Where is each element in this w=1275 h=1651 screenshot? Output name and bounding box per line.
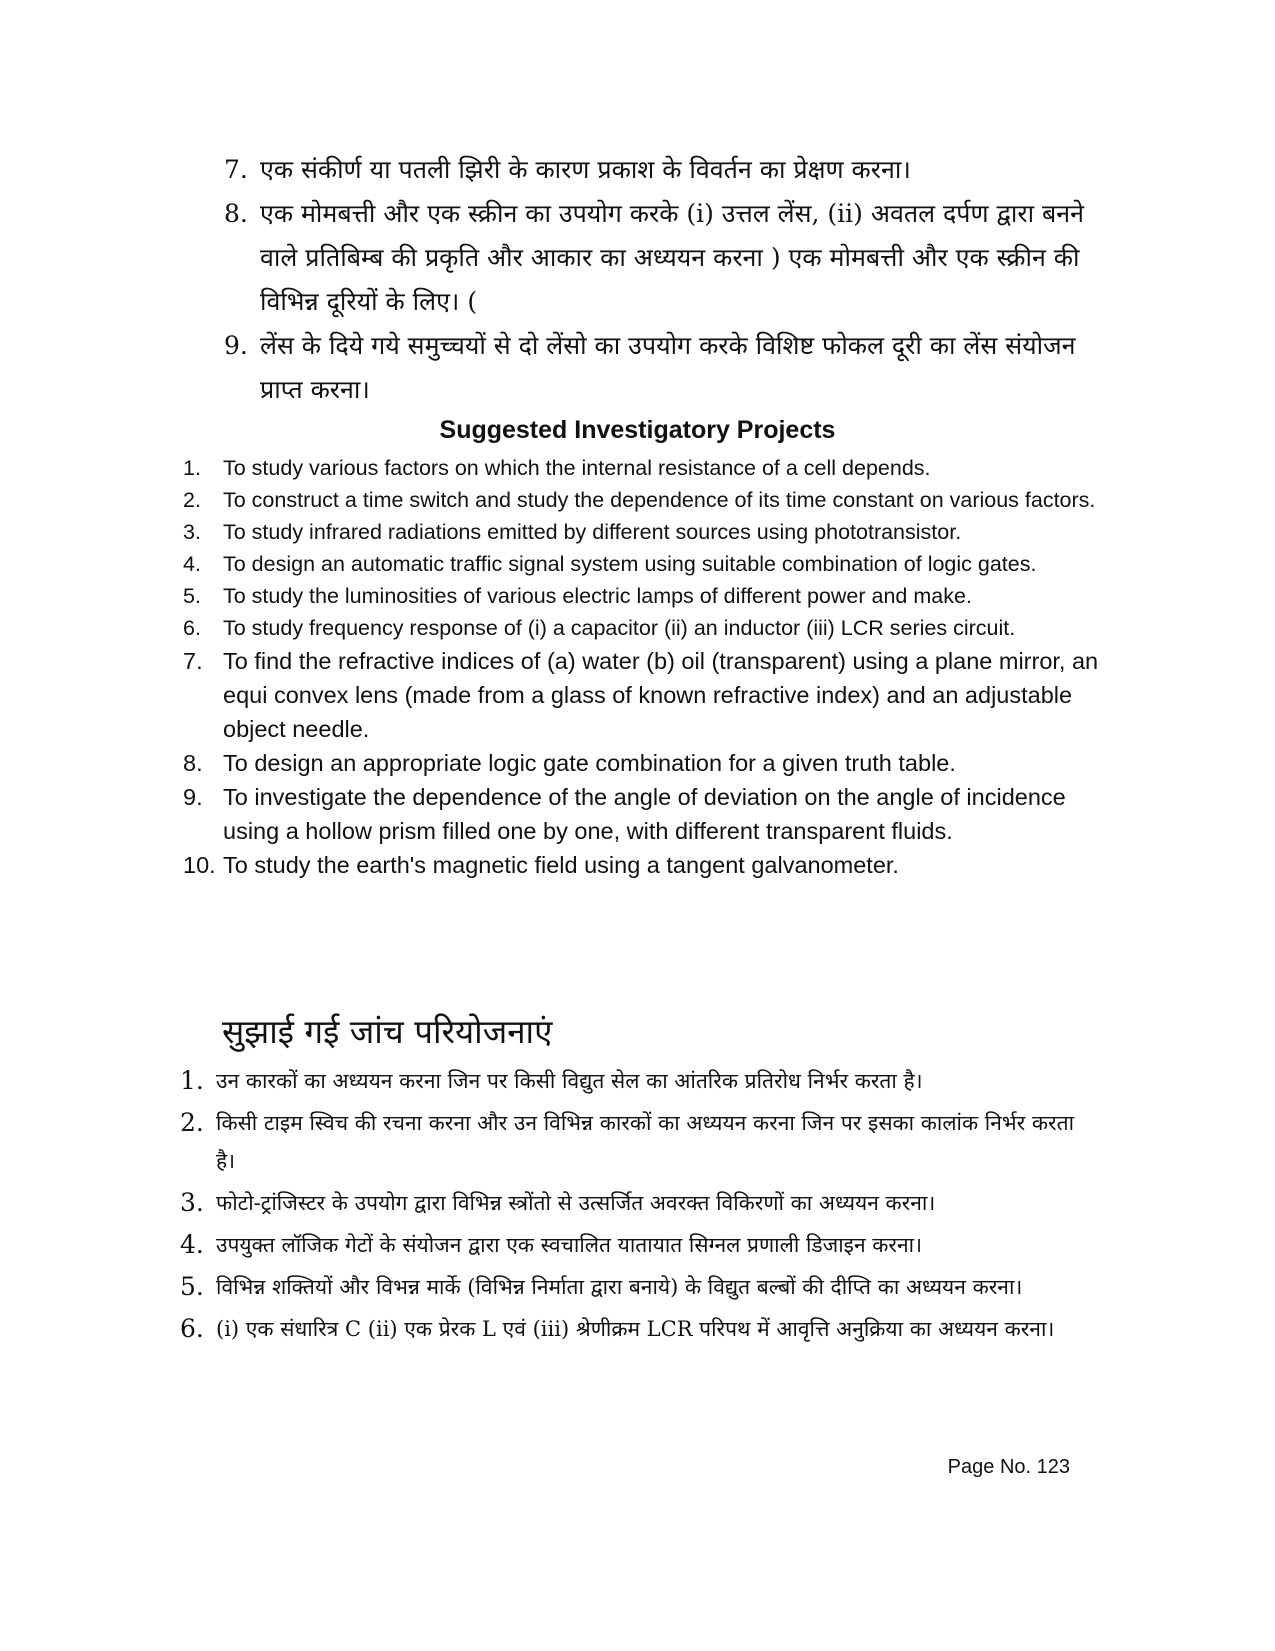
list-item xyxy=(180,1062,1080,1100)
item-text: एक मोमबत्ती और एक स्क्रीन का उपयोग करके (i) उत्तल लेंस, (ii) अवतल दर्पण द्वारा बनने वाले प्रतिबिम्ब की प्रकृति और आकार का अध्ययन करना ) एक मोमबत्ती और एक स्क्रीन की विभिन्न दूरियों के लिए। ( xyxy=(260,199,1085,316)
item-text: किसी टाइम स्विच की रचना करना और उन विभिन्न कारकों का अध्ययन करना जिन पर इसका कालांक निर्भर करता है। xyxy=(216,1111,1075,1173)
hindi-activities-list xyxy=(224,148,1104,412)
list-item xyxy=(180,1104,1080,1180)
item-text: फोटो-ट्रांजिस्टर के उपयोग द्वारा विभिन्न स्त्रोंतो से उत्सर्जित अवरक्त विकिरणों का अध्ययन करना। xyxy=(216,1191,936,1215)
item-number: 8. xyxy=(224,199,248,228)
item-number: 8. xyxy=(183,750,203,776)
list-item xyxy=(224,192,1104,324)
projects-list xyxy=(183,452,1113,882)
item-text: To investigate the dependence of the angle of deviation on the angle of incidence using a hollow prism filled one by one, with different transparent fluids. xyxy=(223,784,1066,844)
item-number: 9. xyxy=(183,784,203,810)
item-number: 2. xyxy=(180,1108,204,1137)
item-number: 1. xyxy=(183,456,201,480)
list-item xyxy=(183,612,1113,644)
item-number: 5. xyxy=(183,584,201,608)
item-number: 3. xyxy=(183,520,201,544)
item-number: 7. xyxy=(183,648,203,674)
item-number: 1. xyxy=(180,1066,204,1095)
item-number: 6. xyxy=(180,1314,204,1343)
item-number: 6. xyxy=(183,616,201,640)
list-item xyxy=(224,148,1104,192)
item-text: उन कारकों का अध्ययन करना जिन पर किसी विद्युत सेल का आंतरिक प्रतिरोध निर्भर करता है। xyxy=(216,1069,923,1093)
section-heading: Suggested Investigatory Projects xyxy=(439,416,836,444)
list-item xyxy=(183,580,1113,612)
item-text: To study various factors on which the internal resistance of a cell depends. xyxy=(223,456,931,480)
item-number: 7. xyxy=(224,155,248,184)
list-item xyxy=(183,484,1113,516)
item-number: 3. xyxy=(180,1188,204,1217)
item-number: 4. xyxy=(180,1230,204,1259)
page-number: Page No. 123 xyxy=(947,1456,1070,1478)
item-text: To find the refractive indices of (a) water (b) oil (transparent) using a plane mirror, an equi convex lens (made from a glass of known refractive index) and an adjustable object needle. xyxy=(223,648,1099,742)
list-item xyxy=(183,746,1113,780)
item-text: उपयुक्त लॉजिक गेटों के संयोजन द्वारा एक स्वचालित यातायात सिग्नल प्रणाली डिजाइन करना। xyxy=(216,1233,923,1257)
list-item xyxy=(224,324,1104,412)
item-text: To design an appropriate logic gate combination for a given truth table. xyxy=(223,750,956,776)
item-number: 10. xyxy=(183,852,216,878)
item-text: To study infrared radiations emitted by different sources using phototransistor. xyxy=(223,520,962,544)
list-item xyxy=(180,1226,1080,1264)
item-text: To study the luminosities of various electric lamps of different power and make. xyxy=(223,584,972,608)
item-text: To design an automatic traffic signal system using suitable combination of logic gates. xyxy=(223,552,1037,576)
list-item xyxy=(183,516,1113,548)
item-number: 9. xyxy=(224,331,248,360)
list-item xyxy=(183,548,1113,580)
hindi-projects-list xyxy=(180,1062,1080,1352)
item-number: 4. xyxy=(183,552,201,576)
item-number: 5. xyxy=(180,1272,204,1301)
list-item xyxy=(180,1268,1080,1306)
item-text: To study the earth's magnetic field using a tangent galvanometer. xyxy=(223,852,899,878)
item-text: विभिन्न शक्तियों और विभन्न मार्के (विभिन्न निर्माता द्वारा बनाये) के विद्युत बल्बों की दीप्ति का अध्ययन करना। xyxy=(216,1275,1023,1299)
list-item xyxy=(183,848,1113,882)
item-text: To study frequency response of (i) a capacitor (ii) an inductor (iii) LCR series circuit. xyxy=(223,616,1016,640)
list-item xyxy=(180,1184,1080,1222)
list-item xyxy=(183,780,1113,848)
hindi-section-heading: सुझाई गई जांच परियोजनाएं xyxy=(222,1012,553,1051)
list-item xyxy=(183,452,1113,484)
item-text: (i) एक संधारित्र C (ii) एक प्रेरक L एवं (iii) श्रेणीक्रम LCR परिपथ में आवृत्ति अनुक्रिया का अध्ययन करना। xyxy=(216,1317,1055,1341)
item-text: एक संकीर्ण या पतली झिरी के कारण प्रकाश के विवर्तन का प्रेक्षण करना। xyxy=(260,155,911,184)
list-item xyxy=(183,644,1113,746)
item-text: To construct a time switch and study the dependence of its time constant on various factors. xyxy=(223,488,1096,512)
item-text: लेंस के दिये गये समुच्चयों से दो लेंसो का उपयोग करके विशिष्ट फोकल दूरी का लेंस संयोजन प्राप्त करना। xyxy=(260,331,1076,404)
list-item xyxy=(180,1310,1080,1348)
item-number: 2. xyxy=(183,488,201,512)
